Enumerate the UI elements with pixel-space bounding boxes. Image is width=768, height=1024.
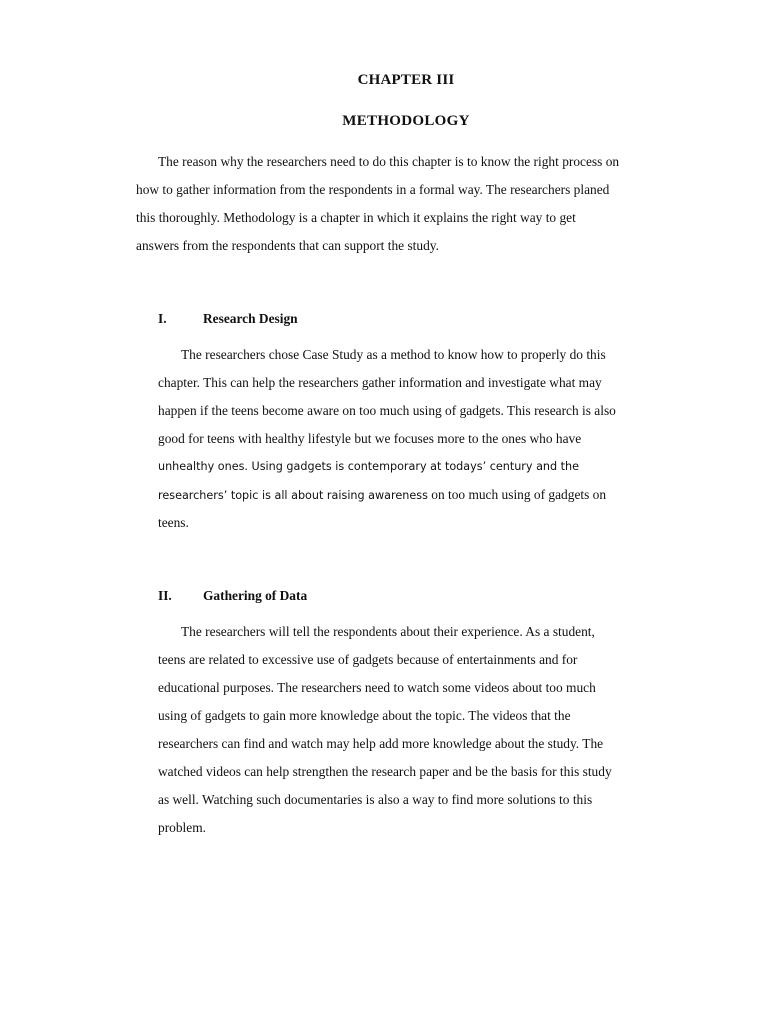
paragraph-line: unhealthy ones. Using gadgets is contemporary at todays’ century and the bbox=[158, 460, 580, 473]
paragraph-line: researchers can find and watch may help add more knowledge about the study. The bbox=[158, 736, 604, 751]
paragraph-line bbox=[158, 487, 606, 504]
paragraph-line: The researchers will tell the respondents about their experience. As a student, bbox=[181, 624, 595, 639]
paragraph-line: teens. bbox=[158, 515, 189, 530]
intro-line: answers from the respondents that can support the study. bbox=[136, 238, 439, 253]
chapter-title: CHAPTER III bbox=[357, 72, 455, 88]
paragraph-line-part: researchers’ topic is all about raising awareness bbox=[158, 489, 428, 502]
paragraph-line: problem. bbox=[158, 820, 206, 835]
paragraph-line: happen if the teens become aware on too much using of gadgets. This research is also bbox=[158, 403, 616, 418]
intro-line: how to gather information from the respondents in a formal way. The researchers planed bbox=[136, 182, 610, 197]
paragraph-line: as well. Watching such documentaries is also a way to find more solutions to this bbox=[158, 792, 593, 807]
chapter-subtitle: METHODOLOGY bbox=[342, 113, 470, 129]
section-number: II. bbox=[158, 588, 172, 603]
paragraph-line: chapter. This can help the researchers gather information and investigate what may bbox=[158, 375, 602, 390]
paragraph-line: watched videos can help strengthen the research paper and be the basis for this study bbox=[158, 764, 612, 779]
section-heading: Gathering of Data bbox=[203, 588, 308, 603]
intro-line: The reason why the researchers need to do this chapter is to know the right process on bbox=[158, 154, 620, 169]
section-heading: Research Design bbox=[203, 311, 298, 326]
paragraph-line: educational purposes. The researchers need to watch some videos about too much bbox=[158, 680, 596, 695]
paragraph-line-part: on too much using of gadgets on bbox=[427, 487, 607, 502]
paragraph-line: The researchers chose Case Study as a method to know how to properly do this bbox=[181, 347, 606, 362]
paragraph-line: using of gadgets to gain more knowledge about the topic. The videos that the bbox=[158, 708, 571, 723]
paragraph-line: teens are related to excessive use of gadgets because of entertainments and for bbox=[158, 652, 578, 667]
paragraph-line: good for teens with healthy lifestyle but we focuses more to the ones who have bbox=[158, 431, 582, 446]
intro-line: this thoroughly. Methodology is a chapter in which it explains the right way to get bbox=[136, 210, 576, 225]
section-number: I. bbox=[158, 311, 167, 326]
